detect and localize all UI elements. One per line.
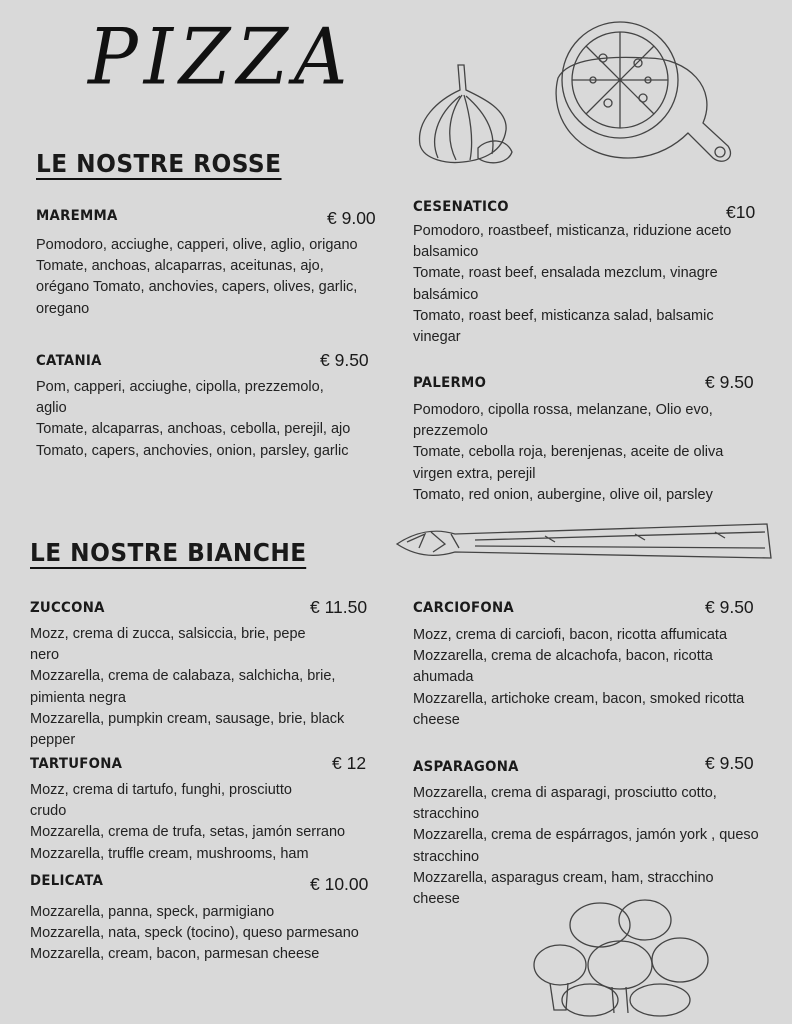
- item-price: € 12: [332, 753, 367, 773]
- item-description-line: Mozz, crema di zucca, salsiccia, brie, pepe: [30, 626, 306, 642]
- item-description-line: cheese: [413, 711, 460, 728]
- menu-title: PIZZA: [88, 11, 354, 103]
- item-description-line: Mozzarella, panna, speck, parmigiano: [30, 904, 275, 920]
- item-description-line: Mozzarella, crema de alcachofa, bacon, ricotta: [413, 648, 713, 665]
- mushrooms-illustration: [520, 895, 720, 1020]
- item-name: CESENATICO: [413, 199, 509, 215]
- item-description-line: Tomato, red onion, aubergine, olive oil, parsley: [413, 486, 713, 503]
- item-price: € 9.50: [705, 753, 754, 773]
- item-description-line: Tomate, alcaparras, anchoas, cebolla, perejil, ajo: [36, 421, 351, 438]
- item-name: CATANIA: [36, 353, 102, 369]
- asparagus-illustration: [395, 518, 775, 568]
- item-description-line: Mozzarella, crema de espárragos, jamón york , queso: [413, 827, 759, 844]
- item-description-line: vinegar: [413, 329, 461, 345]
- item-description-line: Tomate, anchoas, alcaparras, aceitunas, ajo,: [36, 258, 324, 275]
- item-price: € 9.00: [327, 208, 376, 228]
- item-description-line: Pomodoro, roastbeef, misticanza, riduzione aceto: [413, 223, 732, 239]
- item-description-line: Mozzarella, truffle cream, mushrooms, ham: [30, 845, 309, 862]
- item-description-line: nero: [30, 647, 60, 664]
- item-description-line: cheese: [413, 891, 460, 907]
- item-name: DELICATA: [30, 873, 104, 889]
- item-description-line: Pom, capperi, acciughe, cipolla, prezzemolo,: [36, 379, 324, 395]
- item-name: ZUCCONA: [30, 600, 105, 616]
- item-description-line: Mozz, crema di carciofi, bacon, ricotta affumicata: [413, 627, 728, 643]
- item-description-line: crudo: [30, 803, 67, 820]
- item-description-line: Mozzarella, crema di asparagi, prosciutto cotto,: [413, 785, 717, 801]
- pizza-board-illustration: [538, 18, 738, 178]
- item-description-line: Mozzarella, crema de trufa, setas, jamón serrano: [30, 824, 346, 841]
- item-price: €10: [726, 202, 756, 222]
- item-description-line: virgen extra, perejil: [413, 465, 536, 482]
- item-description-line: Mozzarella, crema de calabaza, salchicha, brie,: [30, 668, 336, 685]
- item-name: ASPARAGONA: [413, 759, 519, 775]
- item-description-line: Tomate, roast beef, ensalada mezclum, vinagre: [413, 265, 718, 282]
- item-name: PALERMO: [413, 375, 487, 391]
- item-price: € 9.50: [705, 597, 754, 617]
- item-description-line: Pomodoro, acciughe, capperi, olive, aglio, origano: [36, 237, 358, 253]
- item-description-line: Mozzarella, pumpkin cream, sausage, brie, black: [30, 710, 345, 727]
- item-price: € 9.50: [705, 372, 754, 392]
- item-description-line: balsamico: [413, 244, 479, 261]
- item-description-line: Mozz, crema di tartufo, funghi, prosciutto: [30, 782, 292, 798]
- item-name: MAREMMA: [36, 208, 118, 224]
- item-description-line: Tomato, roast beef, misticanza salad, balsamic: [413, 307, 714, 324]
- item-description-line: pimienta negra: [30, 689, 126, 706]
- item-price: € 9.50: [320, 350, 369, 370]
- item-price: € 11.50: [310, 597, 368, 617]
- item-description-line: balsámico: [413, 286, 479, 303]
- item-description-line: Tomate, cebolla roja, berenjenas, aceite de oliva: [413, 444, 724, 461]
- item-description-line: ahumada: [413, 669, 474, 686]
- section-heading-bianche: LE NOSTRE BIANCHE: [30, 538, 307, 567]
- item-description-line: oregano: [36, 300, 90, 317]
- item-description-line: Mozzarella, artichoke cream, bacon, smoked ricotta: [413, 690, 745, 707]
- item-price: € 10.00: [310, 874, 369, 894]
- garlic-illustration: [408, 60, 518, 170]
- item-description-line: Mozzarella, cream, bacon, parmesan cheese: [30, 946, 320, 963]
- section-heading-rosse: LE NOSTRE ROSSE: [36, 149, 282, 178]
- item-description-line: stracchino: [413, 848, 480, 865]
- item-description-line: Mozzarella, nata, speck (tocino), queso parmesano: [30, 925, 359, 942]
- item-description-line: Tomato, capers, anchovies, onion, parsley, garlic: [36, 442, 349, 459]
- item-description-line: aglio: [36, 400, 67, 417]
- item-description-line: stracchino: [413, 806, 480, 823]
- item-name: CARCIOFONA: [413, 600, 514, 616]
- item-description-line: Mozzarella, asparagus cream, ham, stracchino: [413, 869, 714, 886]
- item-description-line: Pomodoro, cipolla rossa, melanzane, Olio evo,: [413, 402, 713, 418]
- item-description-line: prezzemolo: [413, 423, 488, 440]
- item-description-line: pepper: [30, 732, 76, 748]
- item-description-line: orégano Tomato, anchovies, capers, olives, garlic,: [36, 279, 358, 296]
- item-name: TARTUFONA: [30, 756, 123, 772]
